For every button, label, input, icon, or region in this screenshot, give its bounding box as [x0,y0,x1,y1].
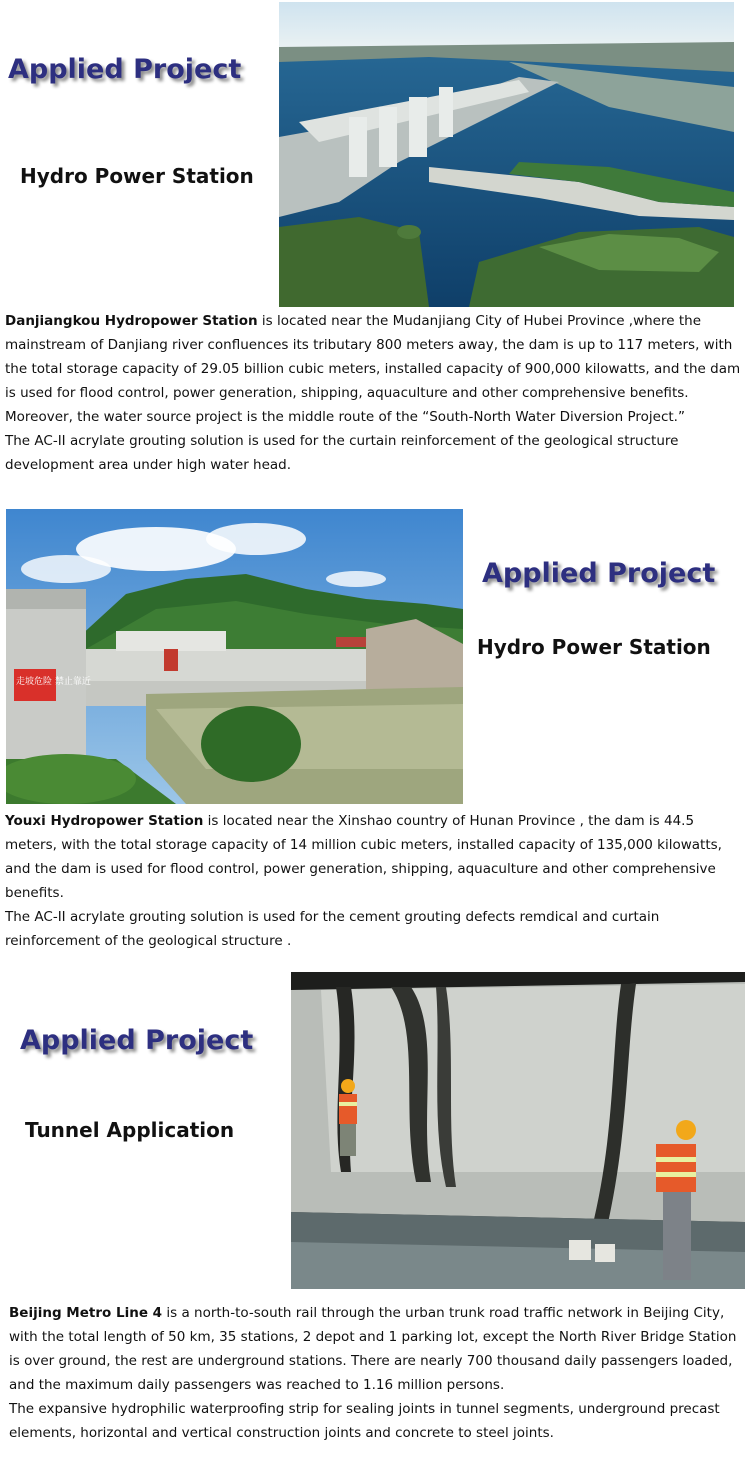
tunnel-photo [291,972,745,1289]
warning-sign-text: 走坡危险 禁止靠近 [16,677,91,687]
section2-description [5,809,747,953]
section1-project-name: Danjiangkou Hydropower Station [5,313,258,329]
section3-paragraph1 [9,1301,747,1397]
section1-description [5,309,747,477]
section1-paragraph1-text: is located near the Mudanjiang City of Hubei Province ,where the mainstream of Danjiang river confluences its tributary 800 meters away, the dam is up to 117 meters, with the total storage capacity of 29.05 billion cubic meters, installed capacity of 900,000 kilowatts, and the dam is used for flood control, power generation, shipping, aquaculture and other comprehensive benefits. Moreover, the water source project is the middle route of the “South-North Water Diversion Project.” [5,313,741,425]
section2-paragraph2: The AC-II acrylate grouting solution is used for the cement grouting defects remdical and curtain reinforcement of the geological structure . [5,909,660,949]
section3-description [9,1301,747,1445]
section1-subheading: Hydro Power Station [20,164,254,188]
danjiangkou-dam-image [279,2,734,307]
section1-paragraph2: The AC-II acrylate grouting solution is used for the curtain reinforcement of the geological structure development area under high water head. [5,433,679,473]
section2-subheading: Hydro Power Station [477,635,711,659]
section1-heading: Applied Project [8,54,242,85]
section3-subheading: Tunnel Application [25,1118,235,1142]
section3-project-name: Beijing Metro Line 4 [9,1305,163,1321]
section2-project-name: Youxi Hydropower Station [5,813,204,829]
section3-paragraph1-text: is a north-to-south rail through the urban trunk road traffic network in Beijing City, with the total length of 50 km, 35 stations, 2 depot and 1 parking lot, except the North River Bridge Station is over ground, the rest are underground stations. There are nearly 700 thousand daily passengers loaded, and the maximum daily passengers was reached to 1.16 million persons. [9,1305,737,1393]
section2-paragraph1 [5,809,747,905]
section2-heading: Applied Project [482,558,716,589]
tunnel-image [291,972,745,1289]
youxi-dam-photo [6,509,463,804]
youxi-dam-image [6,509,463,804]
section3-heading: Applied Project [20,1025,254,1056]
section2-paragraph1-text: is located near the Xinshao country of Hunan Province , the dam is 44.5 meters, with the total storage capacity of 14 million cubic meters, installed capacity of 135,000 kilowatts, and the dam is used for flood control, power generation, shipping, aquaculture and other comprehensive benefits. [5,813,722,901]
section3-paragraph2: The expansive hydrophilic waterproofing strip for sealing joints in tunnel segments, underground precast elements, horizontal and vertical construction joints and concrete to steel joints. [9,1401,720,1441]
danjiangkou-dam-photo [279,2,734,307]
section1-paragraph1 [5,309,747,429]
